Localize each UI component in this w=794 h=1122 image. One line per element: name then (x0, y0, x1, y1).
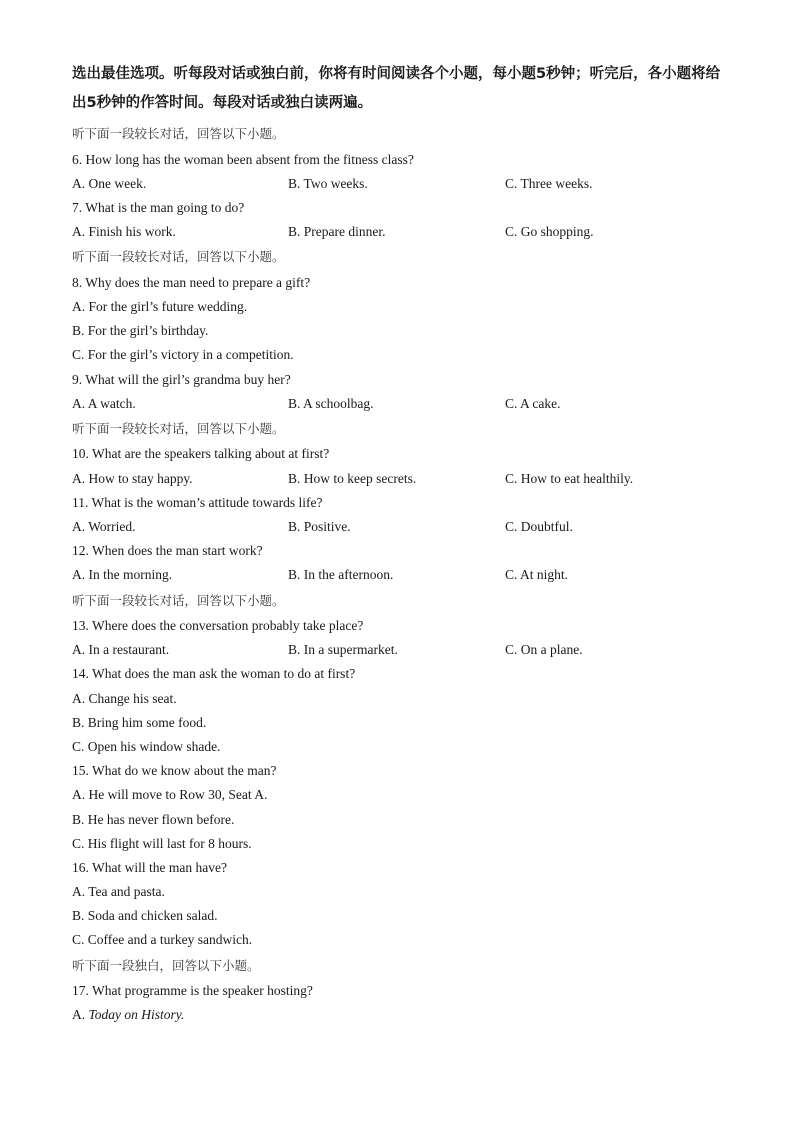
option-b: B. A schoolbag. (288, 395, 374, 411)
option-a (72, 1003, 732, 1027)
option-c: C. Coffee and a turkey sandwich. (72, 932, 253, 948)
option-a: A. Finish his work. (72, 224, 176, 240)
option-b: B. Bring him some food. (72, 714, 207, 730)
options-12 (72, 563, 732, 587)
question-17: 17. What programme is the speaker hosting? (72, 983, 313, 999)
option-c: C. On a plane. (505, 642, 583, 658)
option-b: B. Prepare dinner. (288, 224, 386, 240)
option-b: B. Two weeks. (288, 175, 368, 191)
section-prompt: 听下面一段较长对话，回答以下小题。 (72, 420, 285, 436)
option-a: A. In the morning. (72, 567, 173, 583)
question-16: 16. What will the man have? (72, 859, 227, 875)
option-b: B. Positive. (288, 518, 351, 534)
options-11 (72, 515, 732, 539)
question-9: 9. What will the girl’s grandma buy her? (72, 371, 291, 387)
question-11: 11. What is the woman’s attitude towards life? (72, 494, 323, 510)
question-8: 8. Why does the man need to prepare a gift? (72, 274, 311, 290)
options-10 (72, 467, 732, 491)
option-c: C. His flight will last for 8 hours. (72, 835, 252, 851)
option-c: C. How to eat healthily. (505, 470, 634, 486)
option-b: B. He has never flown before. (72, 811, 235, 827)
question-6: 6. How long has the woman been absent from the fitness class? (72, 151, 414, 167)
question-10: 10. What are the speakers talking about at first? (72, 446, 330, 462)
question-12: 12. When does the man start work? (72, 543, 263, 559)
option-a: A. In a restaurant. (72, 642, 170, 658)
section-prompt: 听下面一段较长对话，回答以下小题。 (72, 126, 285, 141)
option-b: B. Soda and chicken salad. (72, 908, 218, 924)
option-c: C. Doubtful. (505, 518, 573, 534)
exam-page (72, 60, 732, 1028)
section-instructions: 选出最佳选项。听每段对话或独白前，你将有时间阅读各个小题，每小题5秒钟；听完后，各小题将给出5秒钟的作答时间。每段对话或独白读两遍。 (72, 66, 721, 111)
option-b: B. In a supermarket. (288, 642, 398, 658)
option-a-prefix: A. (72, 1007, 89, 1023)
option-c: C. Go shopping. (505, 224, 594, 240)
question-13: 13. Where does the conversation probably take place? (72, 618, 364, 633)
option-b: B. How to keep secrets. (288, 470, 417, 486)
section-prompt: 听下面一段较长对话，回答以下小题。 (72, 249, 285, 265)
options-13 (72, 638, 732, 662)
option-a: A. How to stay happy. (72, 470, 193, 486)
option-b: B. For the girl’s birthday. (72, 323, 209, 339)
question-14: 14. What does the man ask the woman to do at first? (72, 666, 356, 682)
option-c: C. At night. (505, 567, 569, 583)
section-prompt: 听下面一段较长对话，回答以下小题。 (72, 592, 285, 608)
option-a: A. He will move to Row 30, Seat A. (72, 787, 268, 803)
question-7: 7. What is the man going to do? (72, 199, 245, 215)
option-c: C. Three weeks. (505, 175, 593, 191)
option-a: A. Worried. (72, 518, 136, 534)
option-b: B. In the afternoon. (288, 567, 394, 583)
option-a: A. A watch. (72, 395, 136, 411)
option-a: A. Tea and pasta. (72, 884, 165, 900)
option-a: A. Change his seat. (72, 690, 177, 706)
options-7 (72, 220, 732, 244)
section-prompt: 听下面一段独白，回答以下小题。 (72, 957, 260, 973)
options-6 (72, 172, 732, 196)
option-a: A. For the girl’s future wedding. (72, 298, 248, 314)
programme-title: Today on History. (88, 1007, 185, 1023)
question-15: 15. What do we know about the man? (72, 763, 277, 779)
option-c: C. For the girl’s victory in a competition. (72, 347, 294, 363)
option-c: C. Open his window shade. (72, 738, 221, 754)
option-c: C. A cake. (505, 395, 561, 411)
option-a: A. One week. (72, 175, 147, 191)
options-9 (72, 392, 732, 416)
